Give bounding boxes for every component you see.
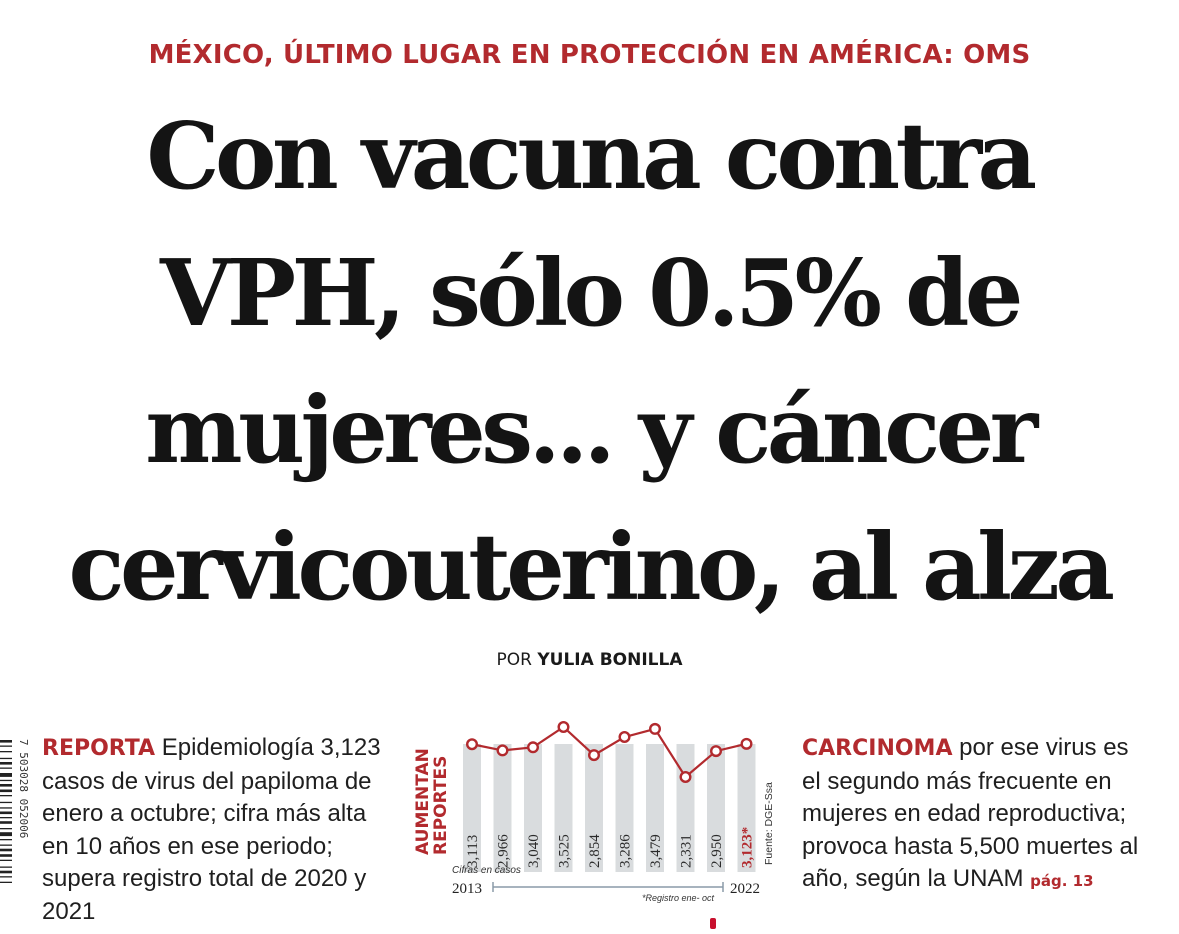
chart-value-label: 2,331	[678, 834, 695, 868]
barcode-bar	[0, 795, 12, 796]
barcode-graphic	[0, 738, 30, 908]
headline-line-2: VPH, sólo 0.5% de	[160, 239, 1019, 347]
barcode-bar	[0, 871, 12, 874]
right-lead: CARCINOMA	[802, 736, 953, 761]
right-text: por ese virus es el segundo más frecuente en mujeres en edad reproductiva; provoca hasta 5,500 muertes al año, según la UNAM	[802, 734, 1139, 892]
chart-source: Fuente: DGE-Ssa	[763, 782, 775, 865]
barcode-bar	[0, 849, 12, 852]
chart-value-label: 3,123*	[739, 826, 756, 868]
barcode-bar	[0, 812, 12, 815]
chart	[400, 715, 792, 929]
barcode	[0, 738, 30, 908]
barcode-bar	[0, 832, 12, 836]
barcode-bar	[0, 790, 12, 793]
chart-value-label: 3,479	[648, 834, 664, 868]
chart-point	[559, 722, 569, 732]
barcode-bar	[0, 867, 12, 868]
chart-series-line	[472, 727, 747, 777]
chart-value-label: 3,113	[465, 834, 481, 868]
chart-point	[742, 739, 752, 749]
chart-value-label: 2,966	[495, 834, 512, 868]
right-column	[802, 732, 1147, 898]
chart-value-label: 2,950	[709, 834, 725, 868]
byline	[0, 650, 1179, 670]
barcode-bar	[0, 740, 12, 743]
barcode-bar	[0, 817, 12, 818]
chart-title-line-2: REPORTES	[431, 755, 451, 855]
barcode-bars	[0, 740, 12, 883]
barcode-number: 7 503028 052006	[17, 739, 30, 839]
kicker: MÉXICO, ÚLTIMO LUGAR EN PROTECCIÓN EN AMÉRICA: OMS	[148, 40, 1031, 70]
chart-point	[498, 746, 508, 756]
decorative-red-tick	[710, 918, 716, 929]
barcode-bar	[0, 746, 12, 747]
chart-point	[711, 746, 721, 756]
barcode-bar	[0, 821, 12, 824]
barcode-bar	[0, 773, 12, 777]
headline-line-3: mujeres... y cáncer	[145, 376, 1034, 484]
chart-value-label: 3,525	[556, 834, 573, 868]
chart-footnote: *Registro ene- oct	[642, 893, 715, 903]
barcode-bar	[0, 802, 12, 803]
chart-point	[620, 732, 630, 742]
chart-value-label: 2,854	[587, 834, 603, 868]
barcode-bar	[0, 751, 12, 752]
headline-line-4: cervicouterino, al alza	[68, 513, 1111, 621]
barcode-bar	[0, 882, 12, 883]
chart-point	[681, 772, 691, 782]
barcode-bar	[0, 758, 12, 759]
chart-title-line-1: AUMENTAN	[413, 748, 433, 855]
chart-x-start-label: 2013	[452, 881, 482, 897]
barcode-bar	[0, 839, 12, 840]
barcode-bar	[0, 860, 12, 861]
chart-point	[589, 750, 599, 760]
chart-point	[467, 739, 477, 749]
barcode-bar	[0, 768, 12, 769]
headline-line-1: Con vacuna contra	[146, 102, 1033, 210]
chart-svg	[400, 715, 792, 929]
barcode-bar	[0, 845, 12, 846]
barcode-bar	[0, 762, 12, 765]
chart-point	[650, 724, 660, 734]
headline	[0, 88, 1179, 636]
barcode-bar	[0, 807, 12, 808]
left-column	[42, 732, 392, 928]
byline-prefix: POR	[496, 650, 532, 670]
chart-value-label: 3,040	[526, 834, 542, 868]
chart-unit-note: Cifras en casos	[452, 865, 521, 876]
barcode-bar	[0, 780, 12, 781]
chart-point	[528, 743, 538, 753]
barcode-bar	[0, 854, 12, 857]
byline-author: YULIA BONILLA	[537, 650, 683, 670]
left-lead: REPORTA	[42, 736, 156, 761]
chart-value-label: 3,286	[617, 834, 634, 868]
barcode-bar	[0, 828, 12, 829]
left-text: Epidemiología 3,123 casos de virus del papiloma de enero a octubre; cifra más alta en 10 años en ese periodo; supera registro total de 2020 y 2021	[42, 734, 381, 925]
barcode-bar	[0, 784, 12, 787]
page-reference-link[interactable]: pág. 13	[1030, 872, 1094, 890]
barcode-bar	[0, 876, 12, 877]
chart-x-end-label: 2022	[730, 881, 760, 897]
